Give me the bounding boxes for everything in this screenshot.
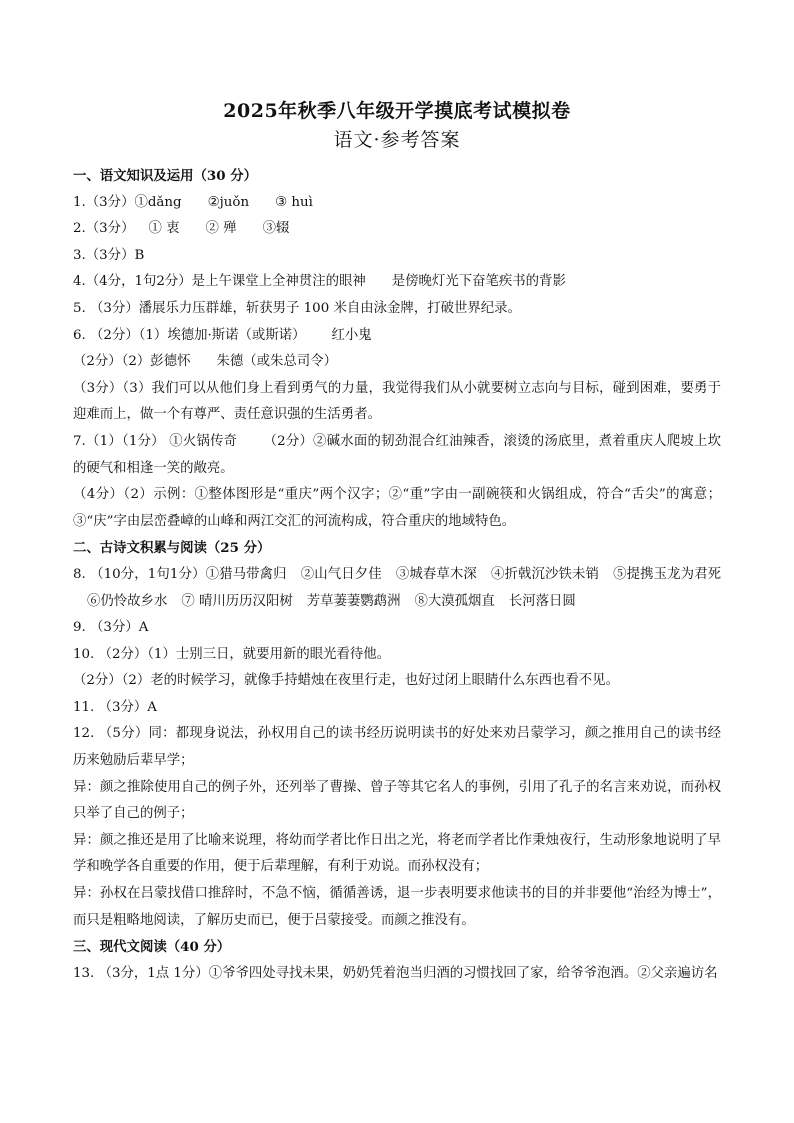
answer-q3: 3.（3分）B (73, 247, 145, 263)
answer-q10-1: 10. （2分）（1）士别三日，就要用新的眼光看待他。 (73, 646, 391, 662)
answer-q4: 4.（4分，1句2分）是上午课堂上全神贯注的眼神 是傍晚灯光下奋笔疾书的背影 (73, 274, 566, 290)
answer-q11: 11. （3分）A (73, 699, 157, 715)
answer-q8: 8. （10分，1句1分）①猎马带禽归 ②山气日夕佳 ③城春草木深 ④折戟沉沙铁未销 ⑤提携玉龙为君死⑥仍怜故乡水 ⑦ 晴川历历汉阳树 芳草萋萋鹦鹉洲 ⑧大漠孤烟直 长河落日圆 (73, 566, 722, 609)
answer-q2: 2.（3分） ① 衷 ② 殚 ③辍 (73, 221, 290, 237)
page-subtitle: 语文·参考答案 (333, 129, 461, 151)
page-title: 2025年秋季八年级开学摸底考试模拟卷 (223, 100, 571, 122)
answer-q12-same: 12. （5分）同：都现身说法，孙权用自己的读书经历说明读书的好处来劝吕蒙学习，颜之推用自己的读书经历来勉励后辈早学； (73, 726, 721, 769)
answer-q10-2: （2分）（2）老的时候学习，就像手持蜡烛在夜里行走，也好过闭上眼睛什么东西也看不见。 (73, 673, 619, 689)
answer-q12-diff-2: 异：颜之推还是用了比喻来说理，将幼而学者比作日出之光，将老而学者比作秉烛夜行，生动形象地说明了早学和晚学各自重要的作用，便于后辈理解，有利于劝说。而孙权没有； (73, 832, 721, 875)
answer-q7-2: （4分）（2）示例：①整体图形是“重庆”两个汉字；②“重”字由一副碗筷和火锅组成，符合“舌尖”的寓意；③“庆”字由层峦叠嶂的山峰和两江交汇的河流构成，符合重庆的地域特色。 (73, 487, 721, 529)
answer-q1: 1.（3分）①dǎng ②juǒn ③ huì (73, 194, 313, 210)
section-heading-2: 二、古诗文积累与阅读（25 分） (73, 540, 271, 557)
answer-q13: 13. （3分，1点 1分）①爷爷四处寻找未果，奶奶凭着泡当归酒的习惯找回了家，给爷爷泡酒。②父亲遍访名 (73, 965, 718, 981)
answer-q12-diff-1: 异：颜之推除使用自己的例子外，还列举了曹操、曾子等其它名人的事例，引用了孔子的名言来劝说，而孙权只举了自己的例子； (73, 779, 721, 822)
answer-q5: 5. （3分）潘展乐力压群雄，斩获男子 100 米自由泳金牌，打破世界纪录。 (73, 300, 521, 316)
answer-q6-3: （3分）（3）我们可以从他们身上看到勇气的力量，我觉得我们从小就要树立志向与目标，碰到困难，要勇于迎难而上，做一个有尊严、责任意识强的生活勇者。 (73, 380, 721, 423)
section-heading-3: 三、现代文阅读（40 分） (73, 939, 231, 956)
section-heading-1: 一、语文知识及运用（30 分） (73, 168, 257, 184)
answer-q9: 9. （3分）A (73, 620, 149, 636)
answer-body (73, 163, 721, 987)
answer-q7-1: 7.（1）（1分） ①火锅传奇 （2分）②碱水面的韧劲混合红油辣香，滚烫的汤底里，煮着重庆人爬坡上坎的硬气和相逢一笑的敞亮。 (73, 433, 721, 476)
answer-q6-1: 6. （2分）（1）埃德加·斯诺（或斯诺） 红小鬼 (73, 327, 372, 343)
answer-q6-2: （2分）（2）彭德怀 朱德（或朱总司令） (73, 354, 337, 370)
answer-q12-diff-3: 异：孙权在吕蒙找借口推辞时，不急不恼，循循善诱，退一步表明要求他读书的目的并非要他“治经为博士”，而只是粗略地阅读，了解历史而已，便于吕蒙接受。而颜之推没有。 (73, 886, 721, 928)
